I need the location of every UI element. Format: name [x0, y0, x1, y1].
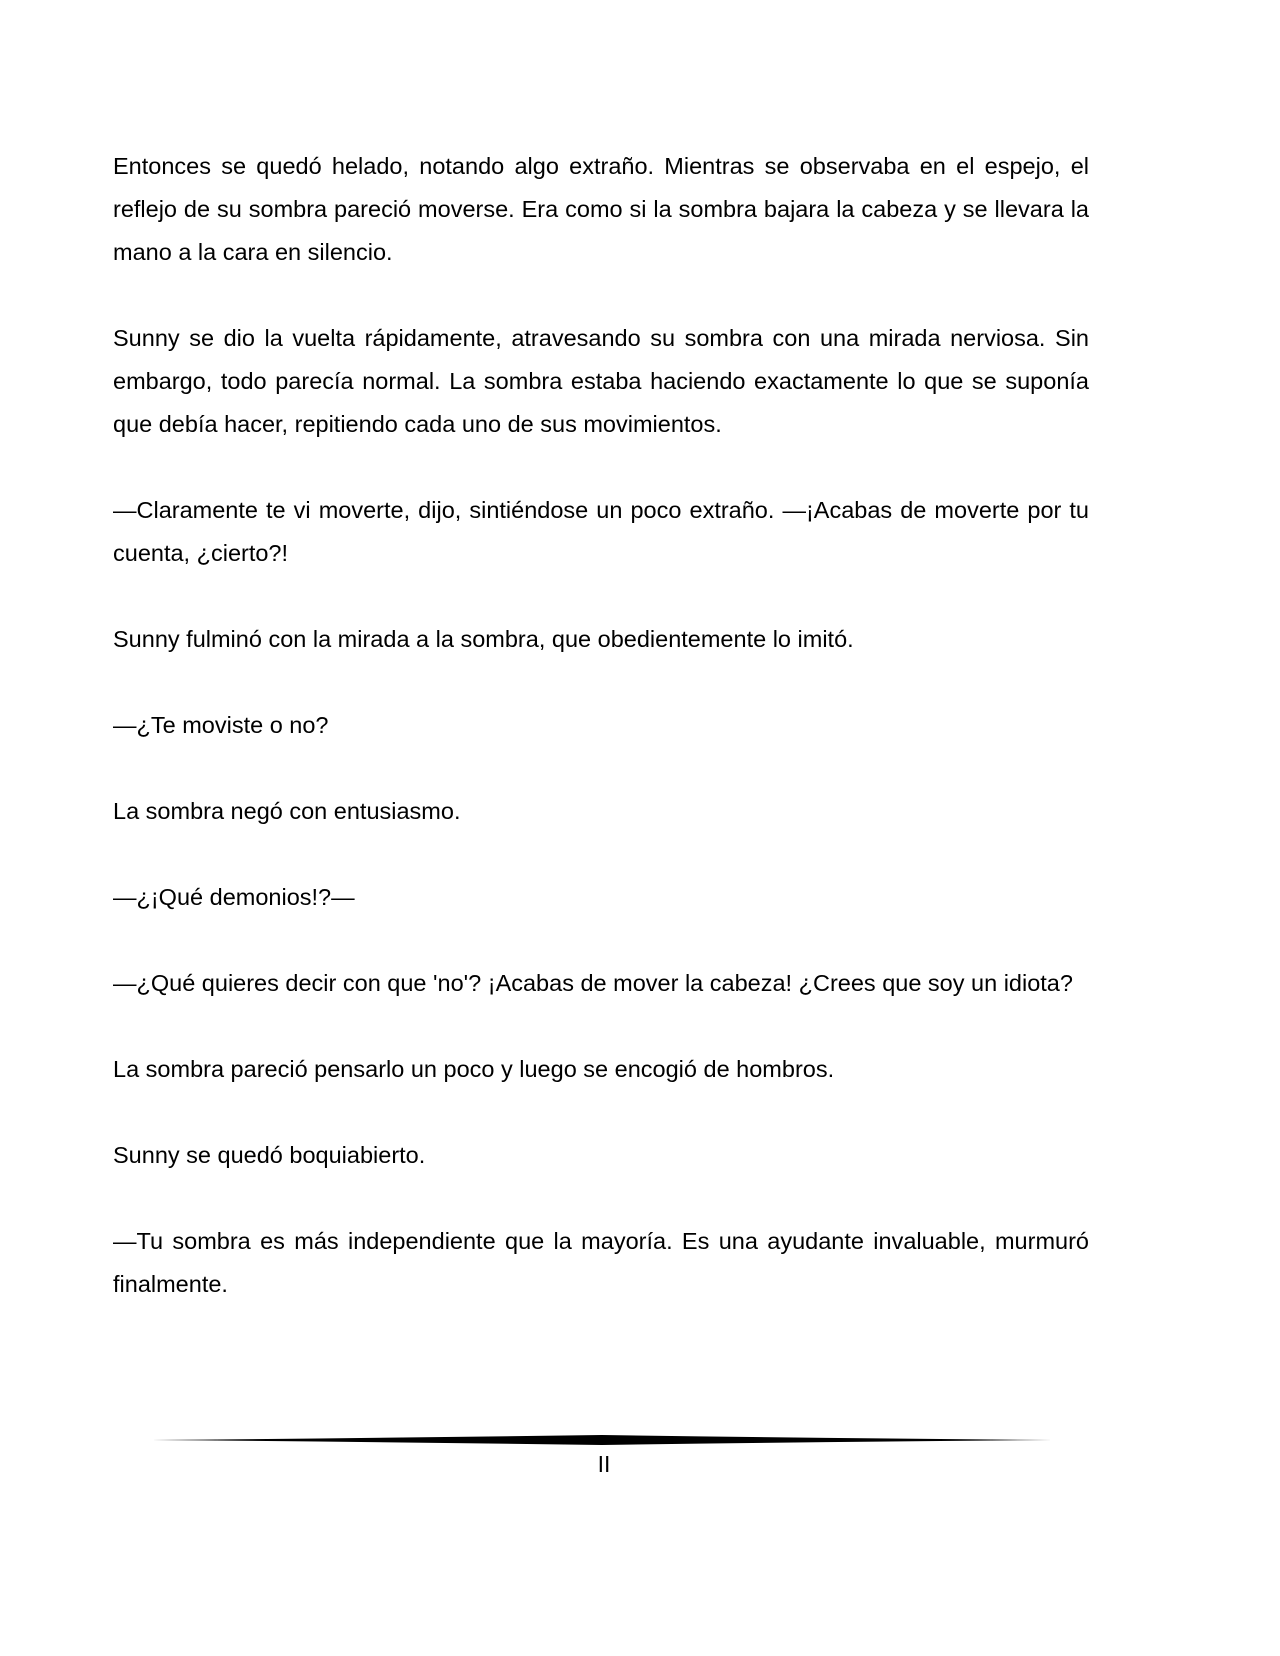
paragraph: —Claramente te vi moverte, dijo, sintiéndose un poco extraño. —¡Acabas de moverte por tu cuenta, ¿cierto?! — [113, 497, 1089, 566]
paragraph: —¿Qué quieres decir con que 'no'? ¡Acabas de mover la cabeza! ¿Crees que soy un idiota? — [113, 970, 1073, 996]
paragraph: —¿Te moviste o no? — [113, 712, 329, 738]
paragraph: Sunny se dio la vuelta rápidamente, atravesando su sombra con una mirada nerviosa. Sin embargo, todo parecía normal. La sombra estaba haciendo exactamente lo que se suponía que debía hacer, repitiendo cada uno de sus movimientos. — [113, 325, 1089, 437]
footer-divider — [152, 1432, 1052, 1448]
paragraph: Entonces se quedó helado, notando algo extraño. Mientras se observaba en el espejo, el reflejo de su sombra pareció moverse. Era como si la sombra bajara la cabeza y se llevara la mano a la cara en silencio. — [113, 153, 1089, 265]
paragraph: Sunny fulminó con la mirada a la sombra, que obedientemente lo imitó. — [113, 626, 854, 652]
paragraph: —Tu sombra es más independiente que la mayoría. Es una ayudante invaluable, murmuró finalmente. — [113, 1228, 1089, 1297]
paragraph: —¿¡Qué demonios!?— — [113, 884, 355, 910]
paragraph: La sombra negó con entusiasmo. — [113, 798, 461, 824]
page-body — [113, 145, 1089, 1306]
page-number: II — [597, 1451, 611, 1477]
paragraph: Sunny se quedó boquiabierto. — [113, 1142, 426, 1168]
paragraph: La sombra pareció pensarlo un poco y luego se encogió de hombros. — [113, 1056, 835, 1082]
